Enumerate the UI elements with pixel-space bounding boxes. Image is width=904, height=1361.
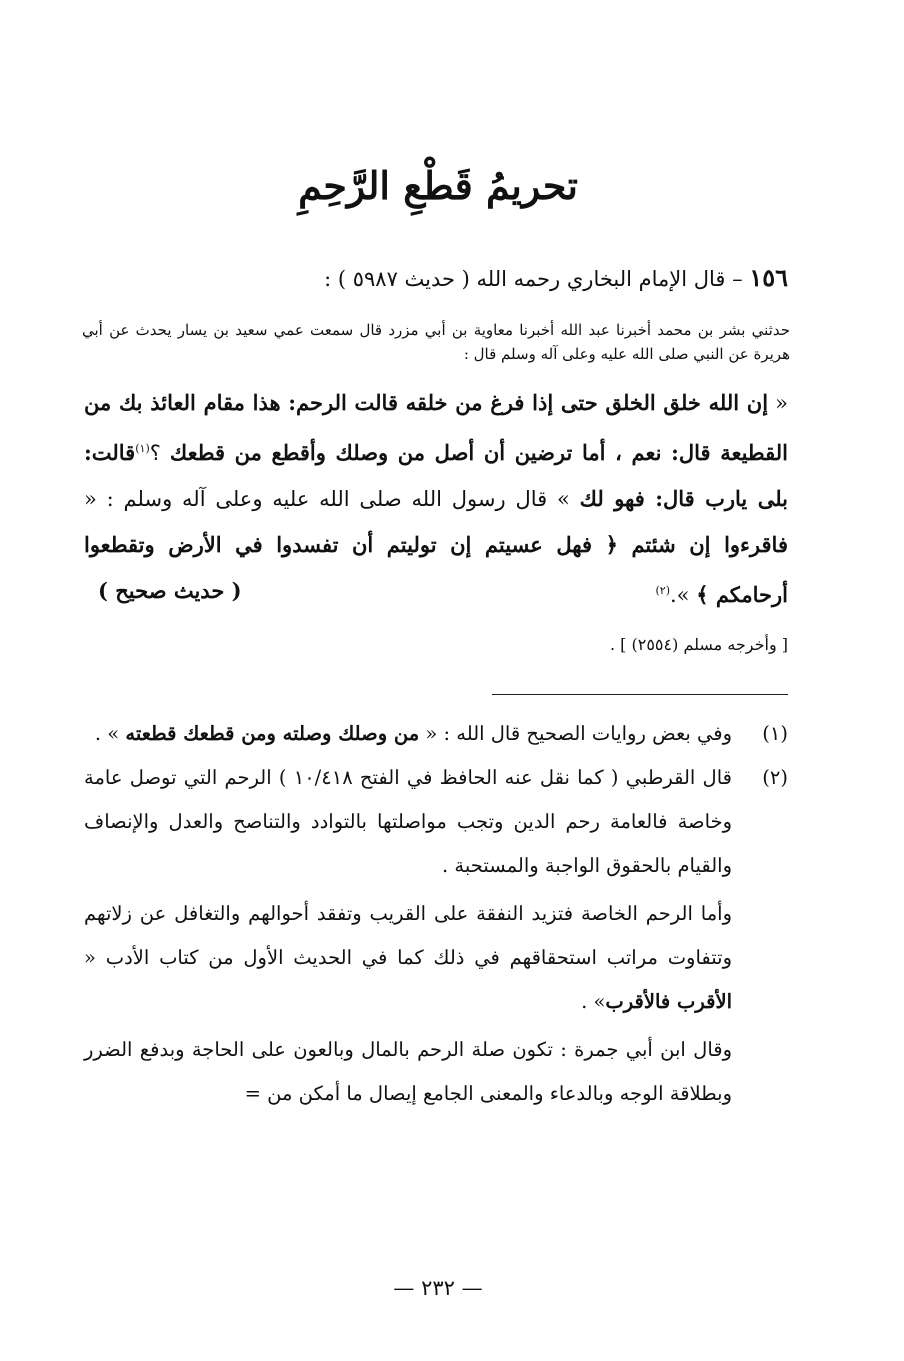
footnote-2-para-2 xyxy=(84,892,732,1024)
footnote-number: (٢) xyxy=(762,766,788,789)
matn-close: ». xyxy=(670,583,697,607)
hadith-grade: ( حديث صحيح ) xyxy=(98,578,242,603)
hadith-number: ١٥٦ xyxy=(749,263,788,292)
quote-open: « xyxy=(768,391,788,415)
footnote-1-end: » . xyxy=(94,722,126,745)
hadith-matn xyxy=(84,380,788,618)
footnote-1-bold: من وصلك وصلته ومن قطعك قطعته xyxy=(125,722,420,745)
footnote-2 xyxy=(84,756,788,1116)
footnote-text xyxy=(84,712,732,756)
footnote-2-para-2-plain: وأما الرحم الخاصة فتزيد النفقة على القريب وتفقد أحوالهم والتغافل عن زلاتهم وتتفاوت مراتب استحقاقهم في ذلك كما في الحديث الأول من كتاب الأدب « xyxy=(84,902,732,969)
footnote-2-para-2-bold: الأقرب فالأقرب xyxy=(605,990,732,1013)
footnote-1 xyxy=(84,712,788,756)
page-number: — ٢٣٢ — xyxy=(393,1276,483,1300)
book-page xyxy=(82,0,790,1361)
footnote-2-para-3: وقال ابن أبي جمرة : تكون صلة الرحم بالمال وبالعون على الحاجة وبدفع الضرر وبطلاقة الوجه وبالدعاء والمعنى الجامع إيصال ما أمكن من = xyxy=(84,1038,732,1105)
hadith-isnad: حدثني بشر بن محمد أخبرنا عبد الله أخبرنا معاوية بن أبي مزرد قال سمعت عمي سعيد بن يسار يحدث عن أبي هريرة عن النبي صلى الله عليه وعلى آله وسلم قال : xyxy=(82,321,790,363)
footnote-ref-2[interactable]: (٢) xyxy=(655,584,670,597)
matn-bold-3: فاقرءوا إن شئتم ﴿ فهل عسيتم إن توليتم أن تفسدوا في الأرض وتقطعوا أرحامكم ﴾ xyxy=(84,532,788,607)
footnote-1-plain: وفي بعض روايات الصحيح قال الله : « xyxy=(419,722,732,745)
footnote-number: (١) xyxy=(762,722,788,745)
footnote-ref-1[interactable]: (١) xyxy=(135,442,150,455)
chapter-title: تحريمُ قَطْعِ الرَّحِمِ xyxy=(298,163,578,208)
footnote-divider xyxy=(492,694,788,695)
hadith-takhrij: [ وأخرجه مسلم (٢٥٥٤) ] . xyxy=(609,635,788,654)
footnotes xyxy=(84,712,788,1116)
footnote-text xyxy=(84,756,732,1116)
hadith-header xyxy=(88,258,788,299)
hadith-intro: – قال الإمام البخاري رحمه الله ( حديث ٥٩٨٧ ) : xyxy=(324,267,750,291)
footnote-2-para-2-end: » . xyxy=(581,990,606,1013)
footnote-2-para-1: قال القرطبي ( كما نقل عنه الحافظ في الفتح ١٠/٤١٨ ) الرحم التي توصل عامة وخاصة فالعامة رحم الدين وتجب مواصلتها بالتوادد والتناصح والعدل والإنصاف والقيام بالحقوق الواجبة والمستحبة . xyxy=(84,766,732,877)
matn-question: ؟ xyxy=(149,441,170,465)
matn-bold-1: إن الله خلق الخلق حتى إذا فرغ من خلقه قالت الرحم: هذا مقام العائذ بك من القطيعة قال: نعم ، أما ترضين أن أصل من وصلك وأقطع من قطعك xyxy=(84,390,788,465)
matn-plain: » قال رسول الله صلى الله عليه وعلى آله وسلم : « xyxy=(84,487,580,511)
matn-bold-2: قالت: بلى يارب قال: فهو لك xyxy=(84,440,789,511)
